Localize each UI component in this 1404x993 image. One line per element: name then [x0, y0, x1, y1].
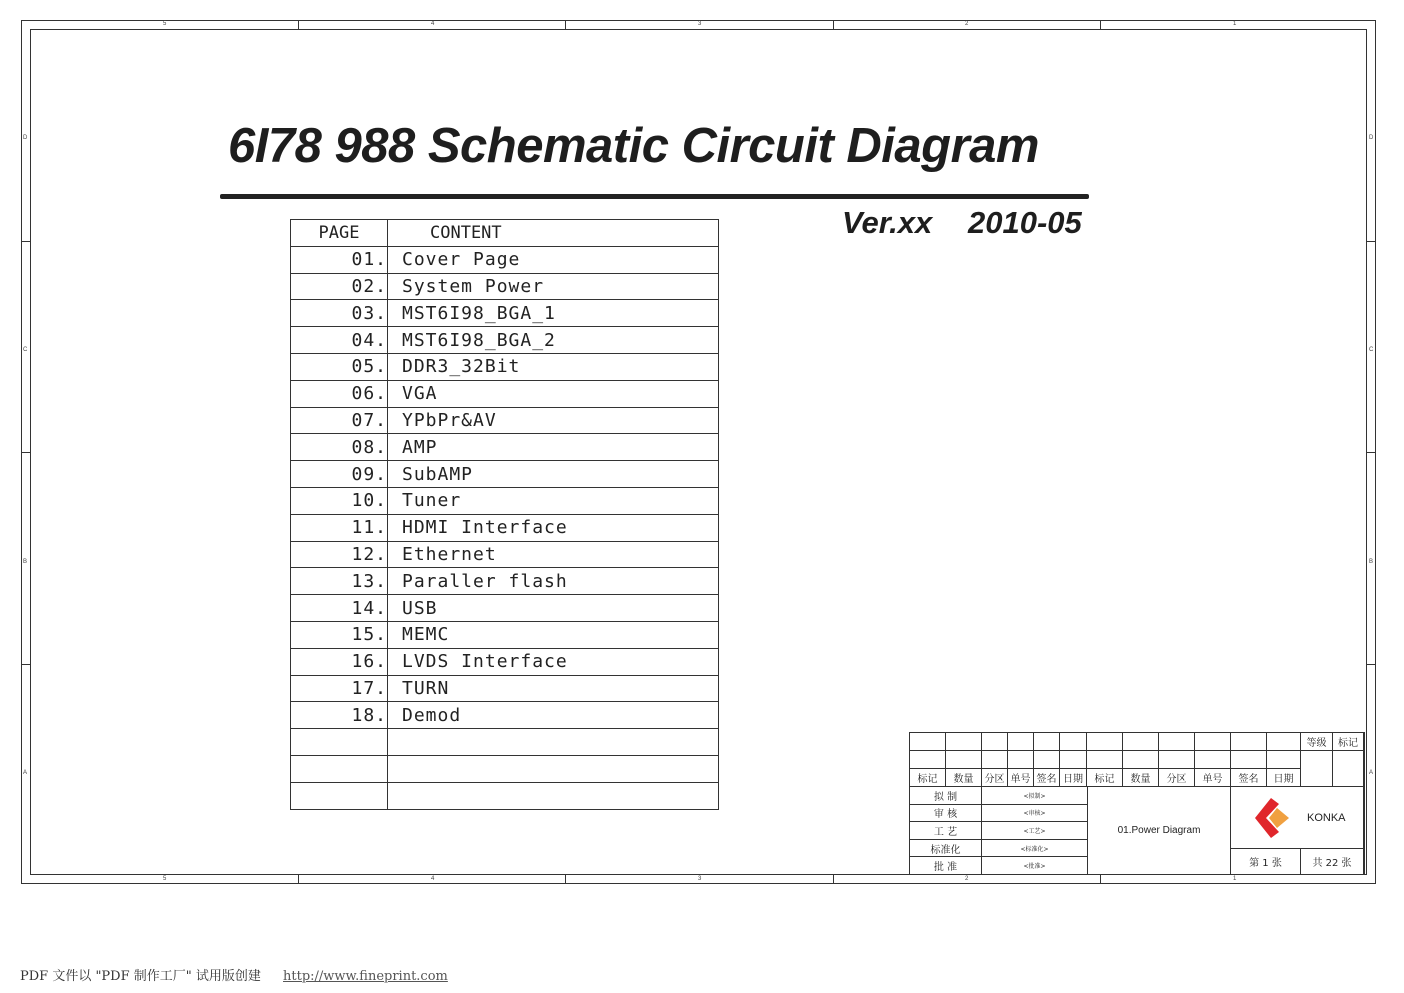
table-row: [291, 300, 719, 327]
contents-table: [290, 219, 719, 810]
table-row: [291, 273, 719, 300]
revision-cell: [910, 733, 946, 751]
table-row: [291, 380, 719, 407]
table-row: [291, 353, 719, 380]
role-value: <拟制>: [982, 787, 1088, 805]
zone-label-left: A: [23, 770, 28, 776]
revision-cell: [982, 751, 1008, 769]
table-row: [291, 246, 719, 273]
revision-header-cell: 签名: [1231, 769, 1267, 787]
revision-header-cell: 日期: [1060, 769, 1087, 787]
table-row: [291, 755, 719, 782]
page-number-cell: 13.: [291, 568, 388, 595]
table-row: [291, 621, 719, 648]
pdf-footer: [20, 965, 448, 984]
company-name: KONKA: [1307, 811, 1346, 824]
revision-cell: [1267, 733, 1301, 751]
zone-tick-top: [298, 20, 299, 29]
table-row: [291, 568, 719, 595]
revision-cell: [1159, 733, 1195, 751]
page-number-cell: 07.: [291, 407, 388, 434]
page-number-cell: [291, 729, 388, 756]
table-row: [291, 595, 719, 622]
page-number-cell: 18.: [291, 702, 388, 729]
role-label: 批 准: [910, 857, 982, 875]
content-cell: Tuner: [388, 487, 719, 514]
title-underline: [220, 194, 1089, 199]
table-row: [291, 648, 719, 675]
content-cell: VGA: [388, 380, 719, 407]
revision-header-cell: 分区: [982, 769, 1008, 787]
zone-tick-bottom: [1100, 875, 1101, 884]
zone-label-top: 5: [163, 21, 167, 27]
table-row: [291, 729, 719, 756]
title-block: [909, 732, 1365, 875]
zone-tick-right: [1367, 664, 1376, 665]
table-row: [291, 407, 719, 434]
zone-label-left: B: [23, 559, 28, 565]
revision-cell: [1159, 751, 1195, 769]
revision-header-cell: 标记: [910, 769, 946, 787]
table-row: [291, 327, 719, 354]
revision-cell: [1231, 733, 1267, 751]
revision-cell: [1008, 733, 1034, 751]
grade-value: [1301, 751, 1333, 787]
page-number-cell: 16.: [291, 648, 388, 675]
page-number-cell: 12.: [291, 541, 388, 568]
footer-link[interactable]: http://www.fineprint.com: [283, 969, 448, 984]
page-number-cell: 01.: [291, 246, 388, 273]
revision-cell: [1195, 733, 1231, 751]
page-number-cell: 09.: [291, 461, 388, 488]
revision-header-cell: 分区: [1159, 769, 1195, 787]
page-number-cell: 10.: [291, 487, 388, 514]
contents-header-row: [291, 220, 719, 247]
content-cell: Ethernet: [388, 541, 719, 568]
page-title: 6I78 988 Schematic Circuit Diagram: [228, 119, 1039, 173]
grade-label: 等级: [1301, 733, 1333, 751]
content-cell: MST6I98_BGA_1: [388, 300, 719, 327]
revision-header-cell: 数量: [1123, 769, 1159, 787]
table-row: [291, 487, 719, 514]
zone-tick-left: [21, 452, 30, 453]
revision-header-cell: 单号: [1008, 769, 1034, 787]
role-label: 审 核: [910, 805, 982, 823]
revision-header-cell: 签名: [1034, 769, 1060, 787]
revision-cell: [1008, 751, 1034, 769]
zone-label-bottom: 1: [1233, 876, 1237, 882]
zone-label-left: D: [23, 135, 28, 141]
page-number-cell: 08.: [291, 434, 388, 461]
revision-cell: [946, 733, 982, 751]
zone-label-bottom: 2: [965, 876, 969, 882]
page-number-cell: 15.: [291, 621, 388, 648]
revision-cell: [1060, 733, 1087, 751]
footer-text: PDF 文件以 "PDF 制作工厂" 试用版创建: [20, 969, 261, 984]
page-number-cell: [291, 782, 388, 809]
role-value: <批准>: [982, 857, 1088, 875]
revision-cell: [1123, 751, 1159, 769]
content-cell: MEMC: [388, 621, 719, 648]
content-cell: SubAMP: [388, 461, 719, 488]
role-value: <标准化>: [982, 840, 1088, 858]
content-cell: Demod: [388, 702, 719, 729]
table-row: [291, 675, 719, 702]
revision-cell: [1034, 733, 1060, 751]
content-cell: MST6I98_BGA_2: [388, 327, 719, 354]
table-row: [291, 782, 719, 809]
content-cell: Cover Page: [388, 246, 719, 273]
revision-cell: [1195, 751, 1231, 769]
content-cell: DDR3_32Bit: [388, 353, 719, 380]
zone-tick-top: [833, 20, 834, 29]
revision-cell: [946, 751, 982, 769]
table-row: [291, 514, 719, 541]
mark-value: [1333, 751, 1364, 787]
zone-tick-right: [1367, 452, 1376, 453]
content-cell: [388, 755, 719, 782]
role-value: <工艺>: [982, 822, 1088, 840]
zone-tick-top: [1100, 20, 1101, 29]
version-label: Ver.xx: [842, 205, 933, 240]
page-number-cell: [291, 755, 388, 782]
role-label: 标准化: [910, 840, 982, 858]
content-cell: YPbPr&AV: [388, 407, 719, 434]
page-number-cell: 17.: [291, 675, 388, 702]
zone-tick-left: [21, 664, 30, 665]
page-number-cell: 03.: [291, 300, 388, 327]
revision-cell: [1123, 733, 1159, 751]
revision-cell: [1060, 751, 1087, 769]
content-column-header: CONTENT: [388, 220, 719, 247]
table-row: [291, 434, 719, 461]
page-number-cell: 05.: [291, 353, 388, 380]
page-number-cell: 06.: [291, 380, 388, 407]
page-number-cell: 14.: [291, 595, 388, 622]
content-cell: LVDS Interface: [388, 648, 719, 675]
content-cell: Paraller flash: [388, 568, 719, 595]
revision-header-cell: 标记: [1087, 769, 1123, 787]
sheet-number: 第 1 张: [1231, 849, 1301, 875]
role-label: 工 艺: [910, 822, 982, 840]
zone-label-top: 3: [698, 21, 702, 27]
zone-label-bottom: 5: [163, 876, 167, 882]
table-row: [291, 541, 719, 568]
revision-header-cell: 数量: [946, 769, 982, 787]
zone-tick-right: [1367, 241, 1376, 242]
zone-label-top: 2: [965, 21, 969, 27]
content-cell: [388, 782, 719, 809]
zone-label-bottom: 4: [431, 876, 435, 882]
revision-cell: [1267, 751, 1301, 769]
content-cell: HDMI Interface: [388, 514, 719, 541]
konka-logo-icon: [1249, 796, 1293, 840]
page-column-header: PAGE: [291, 220, 388, 247]
revision-cell: [1034, 751, 1060, 769]
zone-tick-bottom: [833, 875, 834, 884]
revision-header-cell: 日期: [1267, 769, 1301, 787]
logo-area: [1231, 787, 1364, 849]
zone-label-right: C: [1369, 347, 1374, 353]
role-value: <审核>: [982, 805, 1088, 823]
zone-tick-bottom: [565, 875, 566, 884]
revision-cell: [982, 733, 1008, 751]
revision-cell: [1231, 751, 1267, 769]
table-row: [291, 461, 719, 488]
table-row: [291, 702, 719, 729]
content-cell: [388, 729, 719, 756]
page-number-cell: 11.: [291, 514, 388, 541]
content-cell: System Power: [388, 273, 719, 300]
zone-label-top: 4: [431, 21, 435, 27]
content-cell: AMP: [388, 434, 719, 461]
role-label: 拟 制: [910, 787, 982, 805]
zone-label-left: C: [23, 347, 28, 353]
content-cell: TURN: [388, 675, 719, 702]
content-cell: USB: [388, 595, 719, 622]
page-number-cell: 02.: [291, 273, 388, 300]
zone-tick-top: [565, 20, 566, 29]
date-label: 2010-05: [968, 205, 1082, 240]
sheet-title: 01.Power Diagram: [1088, 787, 1231, 875]
zone-tick-bottom: [298, 875, 299, 884]
revision-cell: [910, 751, 946, 769]
zone-label-top: 1: [1233, 21, 1237, 27]
zone-label-right: B: [1369, 559, 1374, 565]
zone-label-bottom: 3: [698, 876, 702, 882]
zone-label-right: D: [1369, 135, 1374, 141]
zone-label-right: A: [1369, 770, 1374, 776]
sheet-total: 共 22 张: [1301, 849, 1364, 875]
page-number-cell: 04.: [291, 327, 388, 354]
revision-cell: [1087, 733, 1123, 751]
revision-header-cell: 单号: [1195, 769, 1231, 787]
mark-label: 标记: [1333, 733, 1364, 751]
zone-tick-left: [21, 241, 30, 242]
revision-cell: [1087, 751, 1123, 769]
